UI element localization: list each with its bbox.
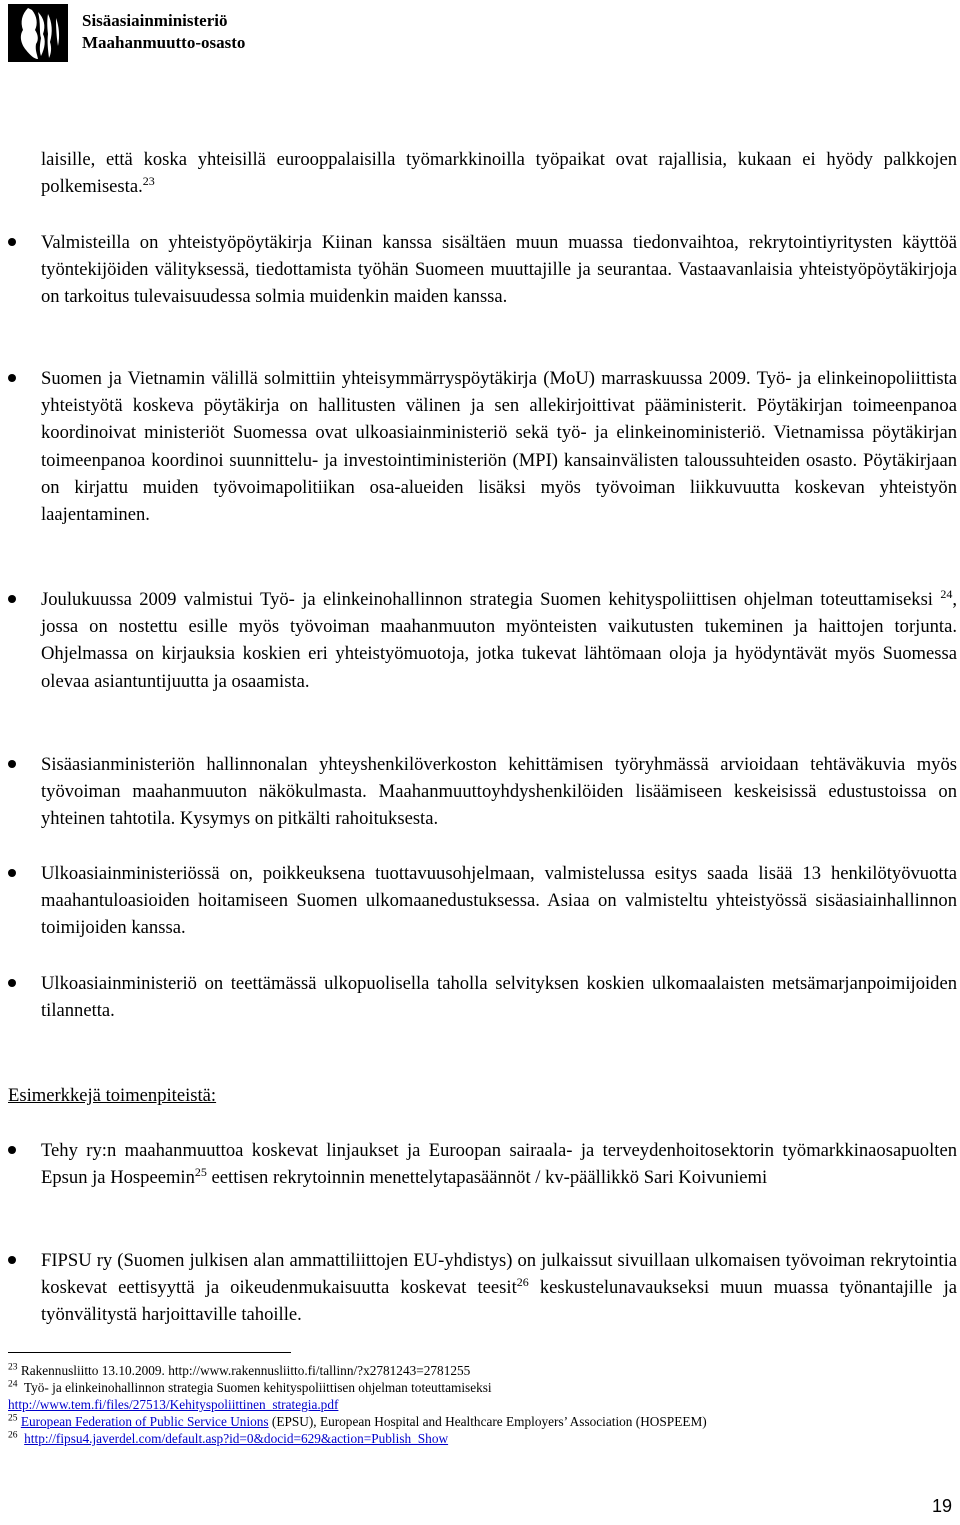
footnote-text: Työ- ja elinkeinohallinnon strategia Suomen kehityspoliittisen ohjelman toteuttamiseksi bbox=[23, 1380, 492, 1395]
bullet-text: Valmisteilla on yhteistyöpöytäkirja Kiinan kanssa sisältäen muun muassa tiedonvaihtoa, rekrytointiyritysten käyttöä työntekijöiden välityksessä, tiedottamista työhän Suomeen muuttajille ja seurantaa. Vastaavanlaisia yhteistyöpöytäkirjoja on tarkoitus tulevaisuudessa solmia muidenkin maiden kanssa. bbox=[41, 232, 957, 308]
footnote-24-link-line bbox=[8, 1396, 948, 1413]
bullet-foreign-ministry-staff bbox=[41, 860, 957, 942]
footnote-ref-25: 25 bbox=[194, 1165, 207, 1180]
footnote-24-link[interactable]: http://www.tem.fi/files/27513/Kehityspoliittinen_strategia.pdf bbox=[8, 1397, 339, 1412]
example-text: FIPSU ry (Suomen julkisen alan ammattiliittojen EU-yhdistys) on julkaissut sivuillaan ulkomaisen työvoiman rekrytointia koskevat eettisyyttä ja oikeudenmukaisuutta koskevat teesit bbox=[41, 1250, 957, 1299]
footnote-26-link[interactable]: http://fipsu4.javerdel.com/default.asp?id=0&docid=629&action=Publish_Show bbox=[24, 1431, 449, 1446]
ministry-logo bbox=[8, 4, 68, 62]
example-text-cont: eettisen rekrytoinnin menettelytapasäännöt / kv-päällikkö Sari Koivuniemi bbox=[206, 1167, 768, 1189]
bullet-china-cooperation bbox=[41, 229, 957, 311]
bullet-text: Joulukuussa 2009 valmistui Työ- ja elinkeinohallinnon strategia Suomen kehityspoliittisen ohjelman toteuttamiseksi bbox=[41, 589, 933, 610]
bullet-text: Ulkoasiainministeriö on teettämässä ulkopuolisella taholla selvityksen koskien ulkomaalaisten metsämarjanpoimijoiden tilannetta. bbox=[41, 973, 957, 1022]
footnote-23 bbox=[8, 1362, 948, 1379]
footnote-25 bbox=[8, 1413, 948, 1430]
footnote-separator bbox=[8, 1352, 291, 1353]
footnote-text: (EPSU), European Hospital and Healthcare Employers’ Association (HOSPEEM) bbox=[268, 1414, 707, 1429]
examples-heading: Esimerkkejä toimenpiteistä: bbox=[8, 1085, 217, 1106]
example-text: Tehy ry:n maahanmuuttoa koskevat linjaukset ja Euroopan sairaala- ja terveydenhoitosektorin työmarkkinaosapuolten Epsun ja Hospeemin bbox=[41, 1140, 957, 1189]
bullet-text: Suomen ja Vietnamin välillä solmittiin yhteisymmärryspöytäkirja (MoU) marraskuussa 2009. Työ- ja elinkeinopoliittista yhteistyötä koskeva pöytäkirja on hallitusten välinen ja sen allekirjoittivat pääministerit. Pöytäkirjan toimeenpanoa koordinoivat ministeriöt Suomessa ovat ulkoasiainministeriö sekä työ- ja elinkeinoministeriö. Vietnamissa pöytäkirjan toimeenpanoa koordinoi suunnittelu- ja investointiministeriön (MPI) kansainvälisten taloussuhteiden osasto. Pöytäkirjaan on kirjattu muiden työvoimapolitiikan osa-alueiden lisäksi myös työvoiman liikkuvuutta koskevan yhteistyön laajentaminen. bbox=[41, 368, 957, 526]
footnote-24 bbox=[8, 1379, 948, 1396]
page-number: 19 bbox=[931, 1496, 952, 1516]
org-name: Sisäasiainministeriö bbox=[82, 11, 228, 30]
bullet-text: Ulkoasiainministeriössä on, poikkeuksena tuottavuusohjelmaan, valmistelussa esitys saada lisää 13 henkilötyövuotta maahantuloasioiden hoitamiseen Suomen ulkomaanedustuksessa. Asiaa on valmisteltu yhteistyössä sisäasiainhallinnon toimijoiden kanssa. bbox=[41, 863, 957, 939]
footnote-ref-23: 23 bbox=[142, 174, 155, 189]
bullet-berry-pickers bbox=[41, 970, 957, 1024]
footnote-text: Rakennusliitto 13.10.2009. http://www.rakennusliitto.fi/tallinn/?x2781243=2781255 bbox=[20, 1363, 471, 1378]
example-fipsu bbox=[41, 1247, 957, 1329]
bullet-text-cont: , jossa on nostettu esille myös työvoiman maahanmuuton myönteisten vaikutusten tukeminen ja haittojen torjunta. Ohjelmassa on kirjauksia koskien eri yhteistyömuotoja, jotka tukevat lähtömaan oloja ja hyödyntävät myös Suomessa olevaa asiantuntijuutta ja osaamista. bbox=[41, 589, 957, 692]
bullet-development-strategy bbox=[41, 586, 957, 695]
footnotes bbox=[8, 1362, 948, 1447]
bullet-liaison-network bbox=[41, 751, 957, 833]
footnote-26 bbox=[8, 1430, 948, 1447]
footnote-25-link[interactable]: European Federation of Public Service Unions bbox=[20, 1414, 269, 1429]
org-department: Maahanmuutto-osasto bbox=[82, 33, 246, 52]
bullet-vietnam-mou bbox=[41, 365, 957, 528]
intro-paragraph bbox=[41, 146, 957, 200]
intro-text: laisille, että koska yhteisillä eurooppalaisilla työmarkkinoilla työpaikat ovat rajallisia, kukaan ei hyödy palkkojen polkemisesta. bbox=[41, 149, 957, 198]
footnote-number: 26 bbox=[8, 1430, 18, 1441]
bullet-text: Sisäasianministeriön hallinnonalan yhteyshenkilöverkoston kehittämisen työryhmässä arvioidaan tehtäväkuvia myös työvoiman maahanmuuton näkökulmasta. Maahanmuuttoyhdyshenkilöiden lisäämiseen keskeisissä edustustoissa on yhteinen tahtotila. Kysymys on pitkälti rahoituksesta. bbox=[41, 754, 957, 830]
footnote-number: 25 bbox=[8, 1413, 18, 1424]
header-organization bbox=[82, 10, 245, 54]
footnote-number: 23 bbox=[8, 1362, 18, 1373]
footnote-number: 24 bbox=[8, 1379, 18, 1390]
footnote-ref-24: 24 bbox=[940, 586, 953, 601]
footnote-ref-26: 26 bbox=[516, 1275, 529, 1290]
example-text-cont: keskustelunavaukseksi muun muassa työnantajille ja työnvälitystä harjoittaville tahoille. bbox=[41, 1277, 957, 1326]
example-tehy bbox=[41, 1137, 957, 1191]
